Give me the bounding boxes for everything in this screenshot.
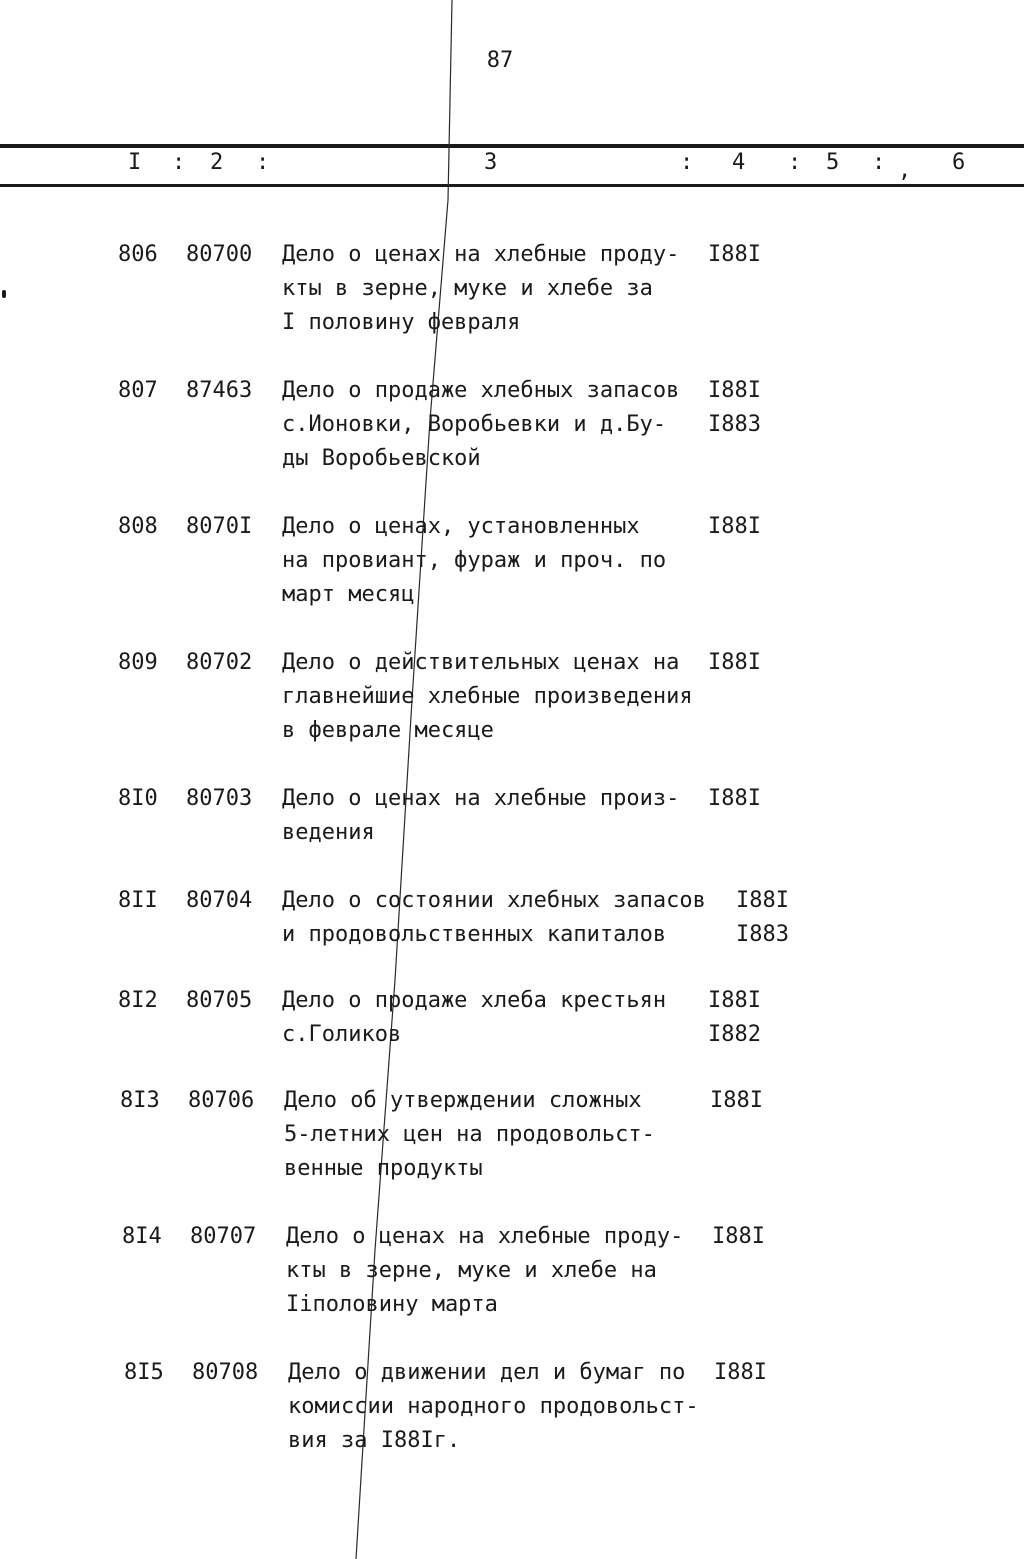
record-title-line: Дело о состоянии хлебных запасов bbox=[282, 888, 706, 913]
record-years bbox=[736, 884, 789, 952]
record-year: I88I bbox=[708, 650, 761, 675]
record-years bbox=[708, 782, 761, 816]
record-title bbox=[282, 510, 666, 612]
record-title bbox=[282, 984, 666, 1052]
record-number: 8II bbox=[118, 888, 158, 913]
record-years bbox=[708, 374, 761, 442]
record-year: I88I bbox=[708, 242, 761, 267]
column-header-1: I bbox=[128, 150, 142, 175]
margin-mark bbox=[2, 290, 6, 298]
record-title-line: на провиант, фураж и проч. по bbox=[282, 548, 667, 573]
header-top-rule bbox=[0, 144, 1024, 148]
record-number: 8I5 bbox=[124, 1360, 164, 1385]
inventory-record bbox=[118, 374, 818, 484]
record-year: I88I bbox=[714, 1360, 767, 1385]
record-year: I882 bbox=[708, 1022, 761, 1047]
record-title bbox=[282, 782, 679, 850]
column-header-4: 4 bbox=[732, 150, 746, 175]
record-title-line: с.Ионовки, Воробьевки и д.Бу- bbox=[282, 412, 667, 437]
record-year: I88I bbox=[736, 888, 789, 913]
column-header-mark: , bbox=[898, 158, 912, 183]
inventory-record bbox=[118, 782, 818, 892]
record-number: 8I2 bbox=[118, 988, 158, 1013]
column-header-2: 2 bbox=[210, 150, 224, 175]
record-title-line: Дело о продаже хлеба крестьян bbox=[282, 988, 667, 1013]
record-year: I88I bbox=[708, 988, 761, 1013]
record-code: 80707 bbox=[190, 1224, 257, 1249]
column-header-separator: : bbox=[256, 150, 270, 175]
record-title-line: Дело о ценах, установленных bbox=[282, 514, 640, 539]
record-title-line: кты в зерне, муке и хлебе на bbox=[286, 1258, 657, 1283]
record-year: I88I bbox=[708, 786, 761, 811]
record-number: 8I3 bbox=[120, 1088, 160, 1113]
record-title-line: I половину февраля bbox=[282, 310, 521, 335]
inventory-record bbox=[118, 238, 818, 348]
record-years bbox=[708, 984, 761, 1052]
record-year: I88I bbox=[708, 514, 761, 539]
record-number: 8I0 bbox=[118, 786, 158, 811]
record-year: I883 bbox=[708, 412, 761, 437]
record-title-line: март месяц bbox=[282, 582, 415, 607]
record-title-line: Дело о продаже хлебных запасов bbox=[282, 378, 680, 403]
record-title-line: ды Воробьевской bbox=[282, 446, 481, 471]
record-years bbox=[712, 1220, 765, 1254]
record-year: I88I bbox=[708, 378, 761, 403]
record-code: 80702 bbox=[186, 650, 253, 675]
record-title-line: с.Голиков bbox=[282, 1022, 402, 1047]
page-number: 87 bbox=[486, 48, 514, 73]
record-title-line: Iiполовину марта bbox=[286, 1292, 498, 1317]
record-code: 80704 bbox=[186, 888, 253, 913]
record-code: 80706 bbox=[188, 1088, 255, 1113]
record-title bbox=[284, 1084, 655, 1186]
record-title-line: венные продукты bbox=[284, 1156, 483, 1181]
record-code: 80703 bbox=[186, 786, 253, 811]
column-header-separator: : bbox=[680, 150, 694, 175]
record-title-line: Дело о действительных ценах на bbox=[282, 650, 680, 675]
record-code: 80708 bbox=[192, 1360, 259, 1385]
record-title-line: ведения bbox=[282, 820, 375, 845]
record-years bbox=[708, 238, 761, 272]
record-years bbox=[714, 1356, 767, 1390]
column-header-separator: : bbox=[872, 150, 886, 175]
record-title-line: Дело об утверждении сложных bbox=[284, 1088, 642, 1113]
record-code: 80705 bbox=[186, 988, 253, 1013]
record-title bbox=[282, 374, 679, 476]
header-bottom-rule bbox=[0, 184, 1024, 187]
column-header-3: 3 bbox=[484, 150, 498, 175]
record-title bbox=[286, 1220, 683, 1322]
record-number: 8I4 bbox=[122, 1224, 162, 1249]
record-title-line: комиссии народного продовольст- bbox=[288, 1394, 699, 1419]
record-year: I88I bbox=[712, 1224, 765, 1249]
record-years bbox=[708, 510, 761, 544]
record-title bbox=[282, 238, 679, 340]
record-code: 80700 bbox=[186, 242, 253, 267]
record-title-line: вия за I88Iг. bbox=[288, 1428, 461, 1453]
record-number: 808 bbox=[118, 514, 158, 539]
record-code: 8070I bbox=[186, 514, 253, 539]
record-title-line: Дело о ценах на хлебные проду- bbox=[286, 1224, 684, 1249]
inventory-record bbox=[118, 884, 818, 994]
record-year: I88I bbox=[710, 1088, 763, 1113]
column-header-5: 5 bbox=[826, 150, 840, 175]
record-title bbox=[282, 884, 706, 952]
record-title-line: Дело о ценах на хлебные произ- bbox=[282, 786, 680, 811]
column-header-separator: : bbox=[172, 150, 186, 175]
column-header-6: 6 bbox=[952, 150, 966, 175]
record-years bbox=[708, 646, 761, 680]
record-number: 809 bbox=[118, 650, 158, 675]
record-years bbox=[710, 1084, 763, 1118]
record-year: I883 bbox=[736, 922, 789, 947]
record-code: 87463 bbox=[186, 378, 253, 403]
record-title-line: Дело о ценах на хлебные проду- bbox=[282, 242, 680, 267]
record-title-line: и продовольственных капиталов bbox=[282, 922, 667, 947]
record-title-line: Дело о движении дел и бумаг по bbox=[288, 1360, 686, 1385]
record-title bbox=[282, 646, 693, 748]
record-number: 806 bbox=[118, 242, 158, 267]
inventory-record bbox=[124, 1356, 824, 1466]
inventory-record bbox=[118, 510, 818, 620]
record-title-line: кты в зерне, муке и хлебе за bbox=[282, 276, 653, 301]
inventory-record bbox=[118, 984, 818, 1094]
record-title bbox=[288, 1356, 699, 1458]
inventory-record bbox=[122, 1220, 822, 1330]
record-title-line: в феврале месяце bbox=[282, 718, 494, 743]
inventory-record bbox=[118, 646, 818, 756]
record-number: 807 bbox=[118, 378, 158, 403]
inventory-record bbox=[120, 1084, 820, 1194]
column-header-separator: : bbox=[788, 150, 802, 175]
record-title-line: главнейшие хлебные произведения bbox=[282, 684, 693, 709]
record-title-line: 5-летних цен на продовольст- bbox=[284, 1122, 655, 1147]
